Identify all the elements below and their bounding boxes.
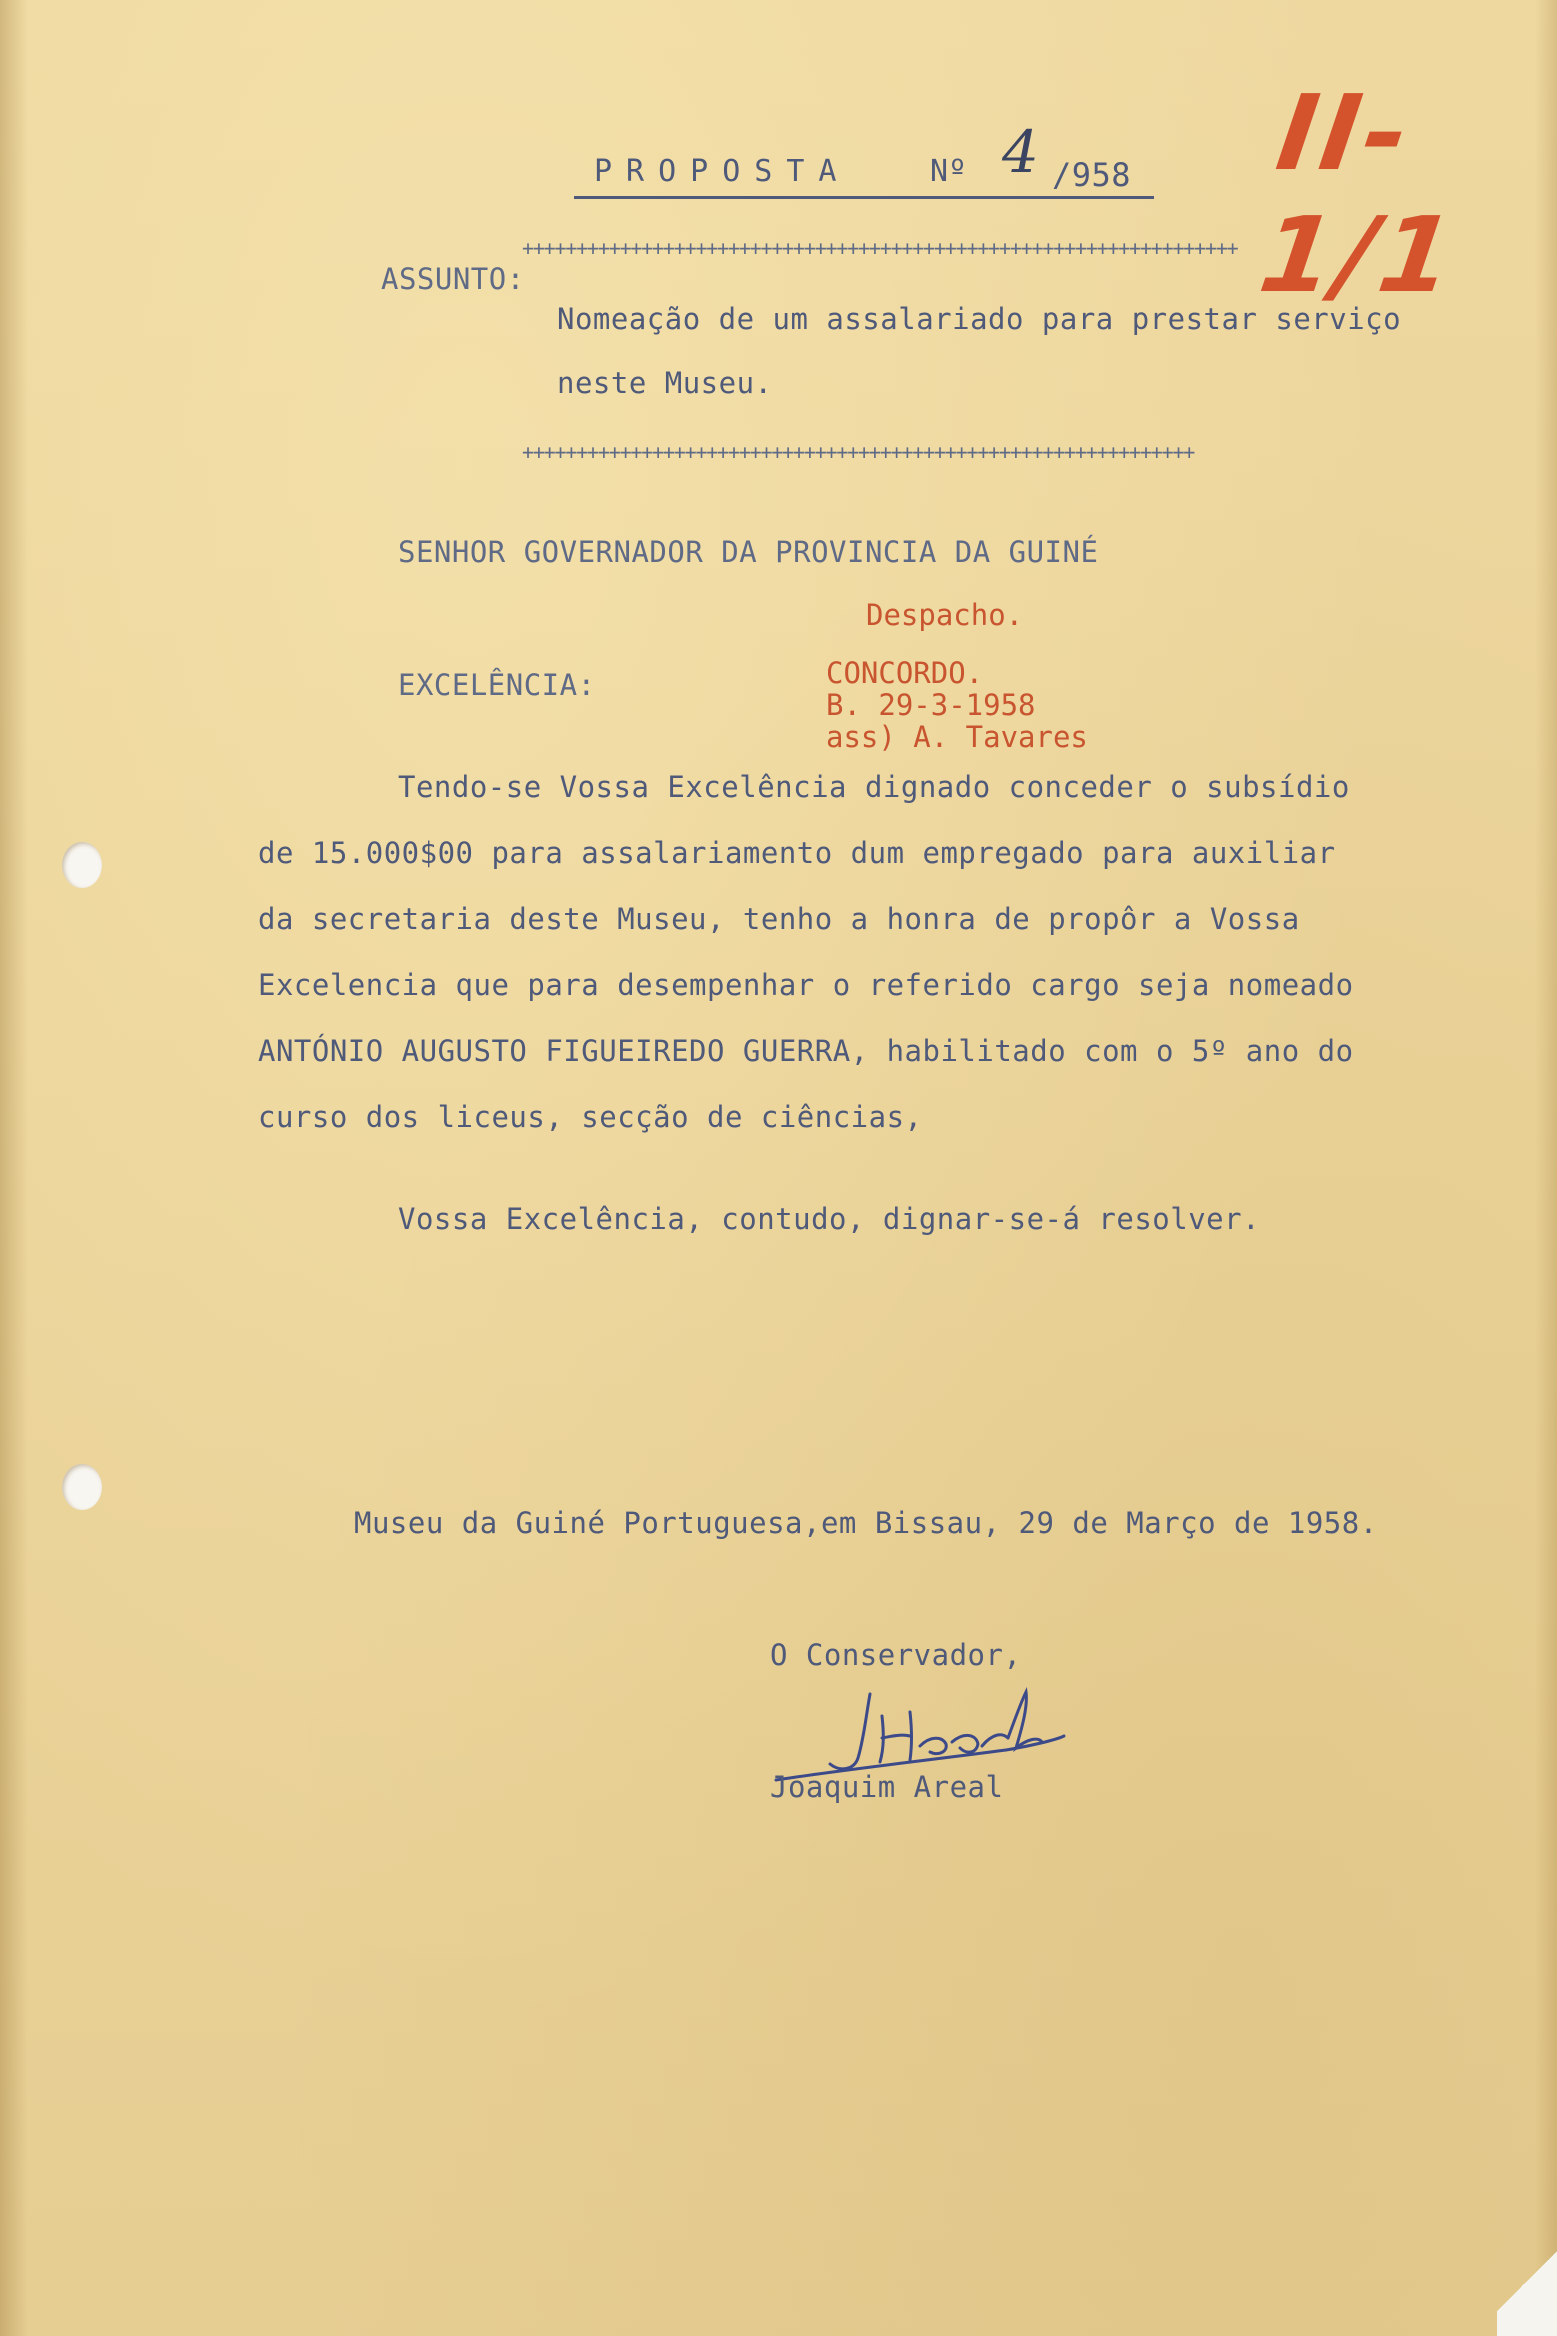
- place-date: Museu da Guiné Portuguesa,em Bissau, 29 de Março de 1958.: [354, 1506, 1378, 1540]
- body-line-3: da secretaria deste Museu, tenho a honra de propôr a Vossa: [258, 902, 1300, 936]
- subject-label: ASSUNTO:: [381, 262, 525, 296]
- proposal-year: /958: [1052, 156, 1132, 194]
- title-underline: [574, 196, 1154, 199]
- separator-crosses-top: ++++++++++++++++++++++++++++++++++++++++++++++++++++++++++++++++++: [522, 236, 1238, 260]
- punch-hole-bottom: [62, 1464, 102, 1510]
- despacho-date: B. 29-3-1958: [826, 688, 1036, 722]
- despacho-label: Despacho.: [866, 598, 1024, 632]
- signer-role: O Conservador,: [770, 1638, 1022, 1672]
- paper-edge-shadow-left: [0, 0, 28, 2336]
- subject-line-2: neste Museu.: [557, 366, 773, 400]
- body-line-5: ANTÓNIO AUGUSTO FIGUEIREDO GUERRA, habilitado com o 5º ano do: [258, 1034, 1354, 1068]
- separator-crosses-bottom: ++++++++++++++++++++++++++++++++++++++++++++++++++++++++++++++: [522, 440, 1195, 464]
- corner-fold: [1497, 2226, 1557, 2336]
- signer-name: Joaquim Areal: [770, 1770, 1004, 1804]
- subject-line-1: Nomeação de um assalariado para prestar serviço: [557, 302, 1402, 336]
- body-line-1: Tendo-se Vossa Excelência dignado conceder o subsídio: [398, 770, 1350, 804]
- body-line-4: Excelencia que para desempenhar o referido cargo seja nomeado: [258, 968, 1354, 1002]
- archive-mark-handwritten: II-1/1: [1252, 72, 1465, 316]
- despacho-signature: ass) A. Tavares: [826, 720, 1088, 754]
- addressee-line: SENHOR GOVERNADOR DA PROVINCIA DA GUINÉ: [398, 535, 1099, 569]
- proposal-title-prefix: PROPOSTA: [594, 154, 851, 189]
- paper-edge-shadow-right: [1535, 0, 1557, 2336]
- despacho-decision: CONCORDO.: [826, 656, 984, 690]
- punch-hole-top: [62, 842, 102, 888]
- closing-request: Vossa Excelência, contudo, dignar-se-á resolver.: [398, 1202, 1261, 1236]
- proposal-number-label: Nº: [930, 154, 968, 189]
- salutation: EXCELÊNCIA:: [398, 668, 596, 702]
- proposal-number-handwritten: 4: [1002, 118, 1039, 186]
- body-line-6: curso dos liceus, secção de ciências,: [258, 1100, 923, 1134]
- body-line-2: de 15.000$00 para assalariamento dum empregado para auxiliar: [258, 836, 1336, 870]
